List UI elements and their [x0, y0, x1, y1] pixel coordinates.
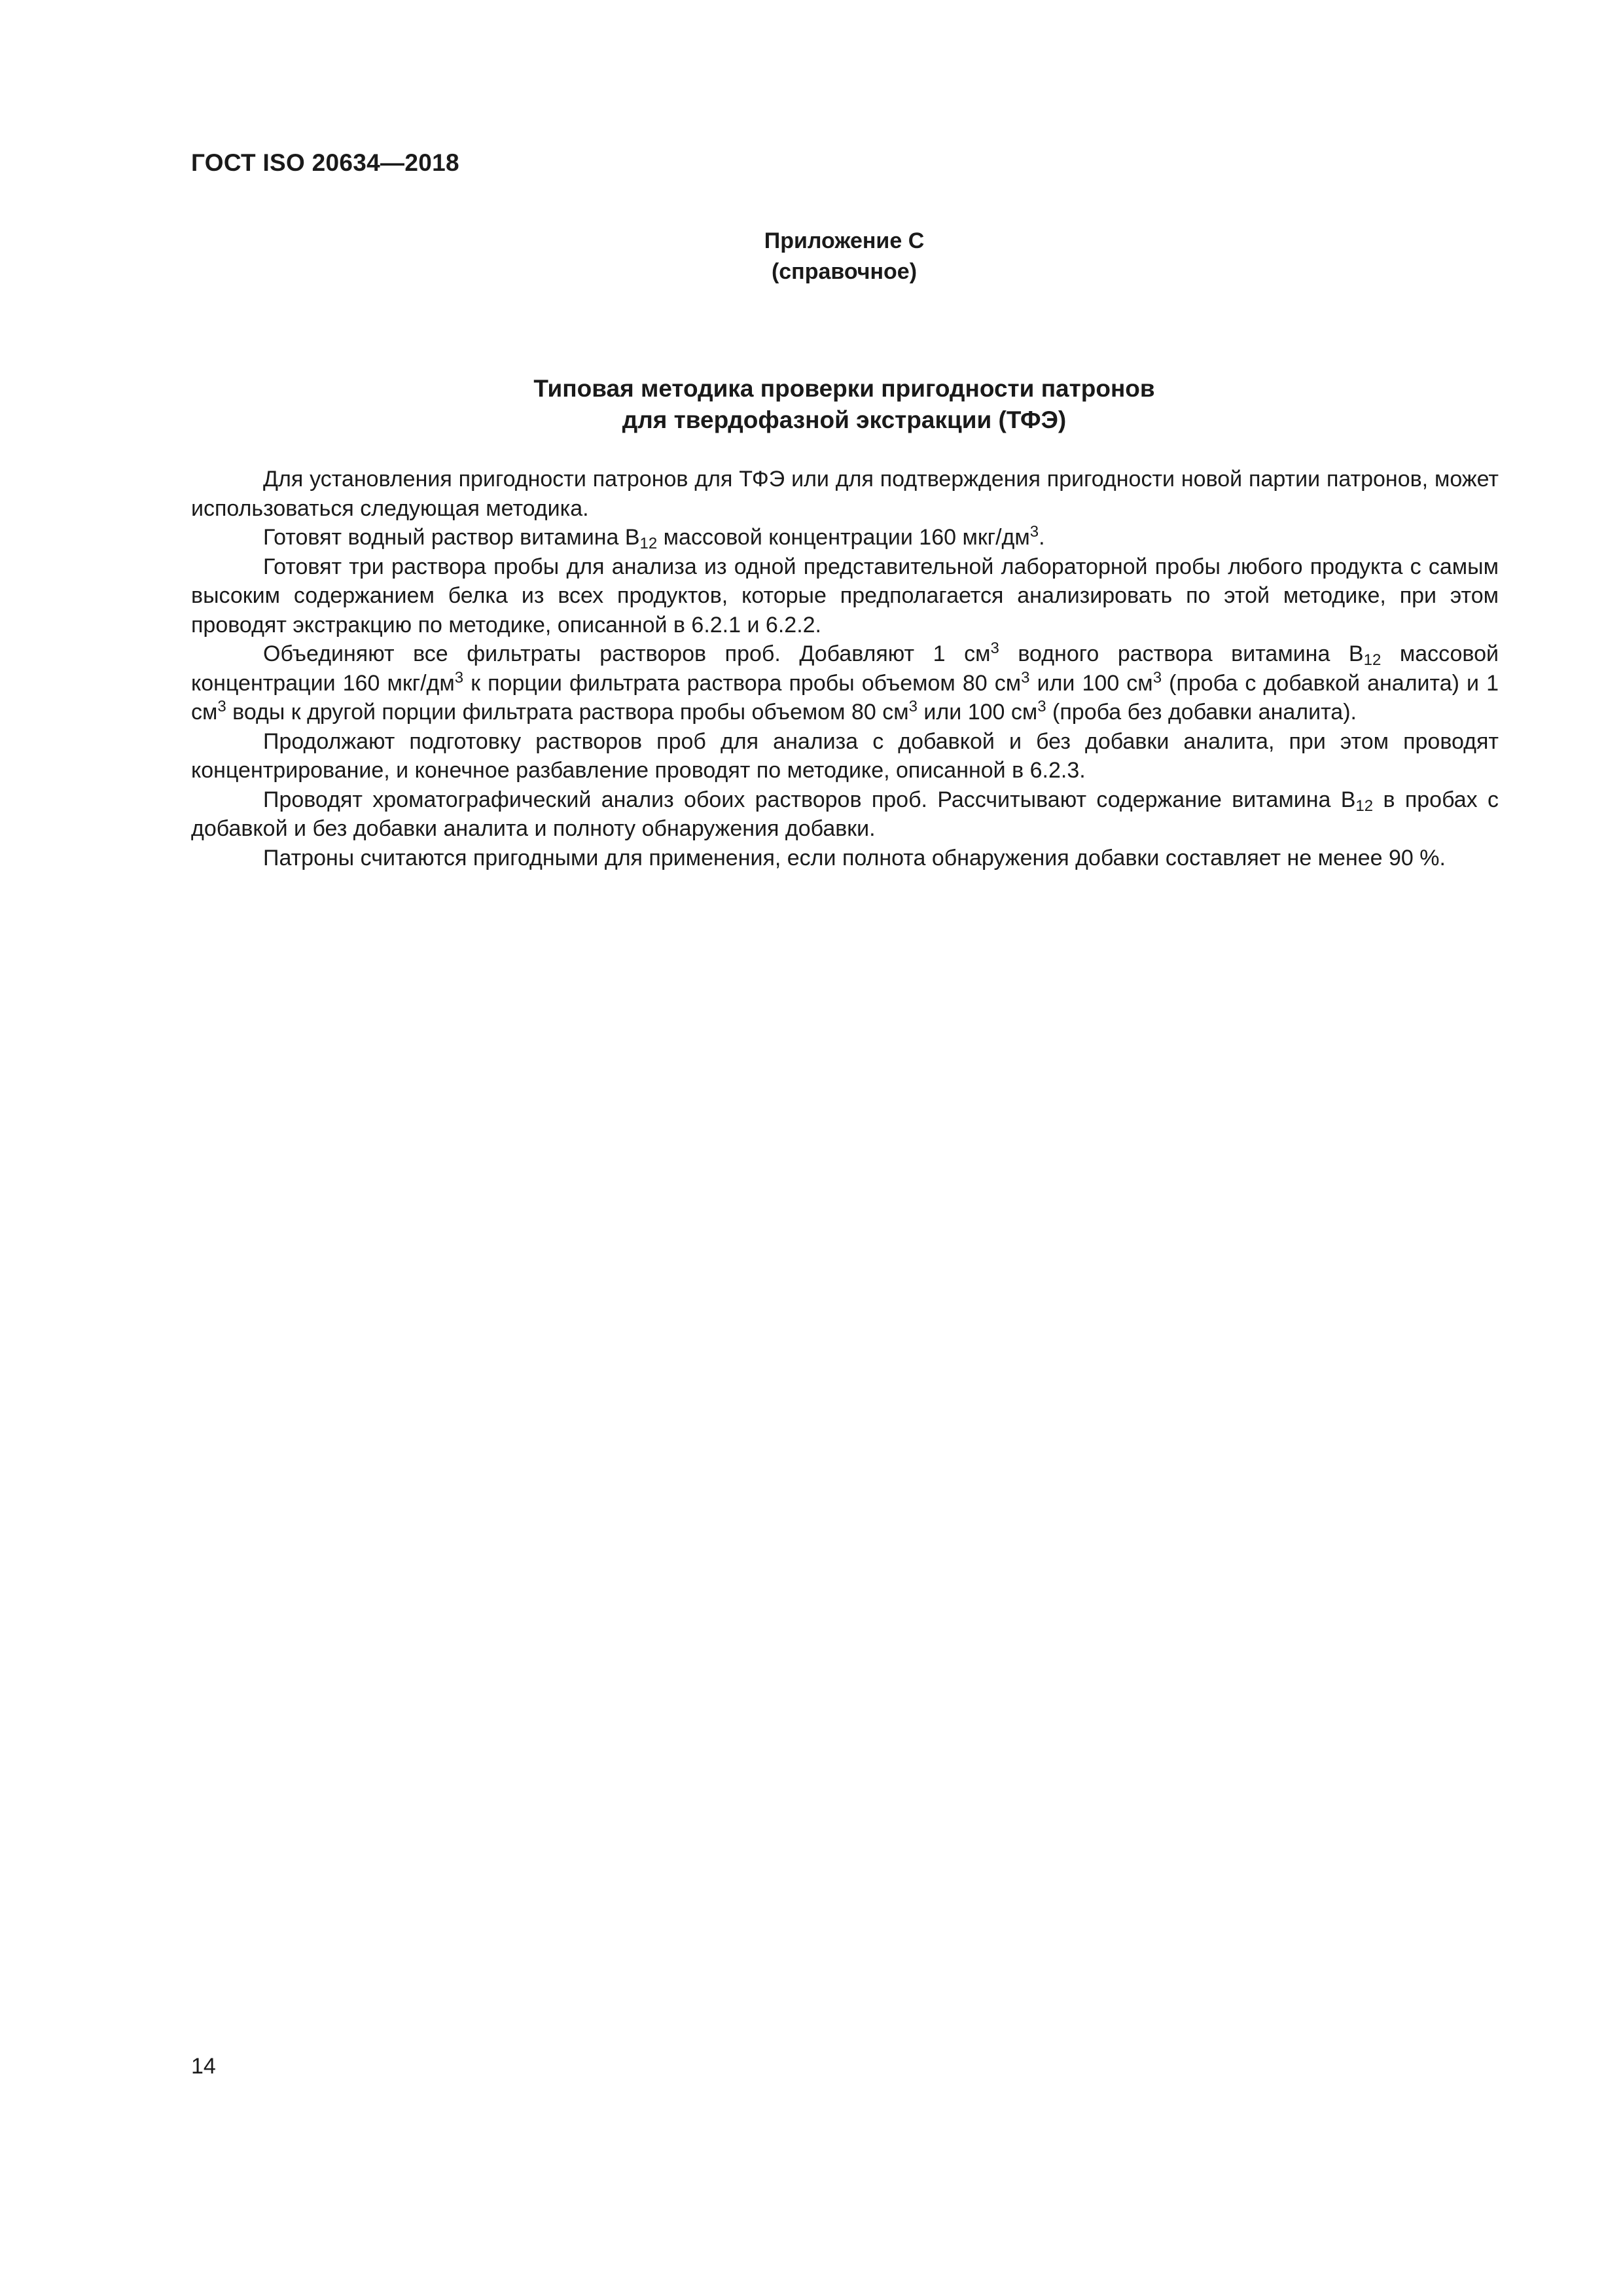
section-title [0, 373, 1623, 436]
text-run: к порции фильтрата раствора пробы объемом 80 см [463, 670, 1022, 696]
superscript: 3 [1021, 668, 1030, 687]
paragraph-2 [191, 523, 1499, 552]
superscript: 3 [1152, 668, 1162, 687]
paragraph-6 [191, 785, 1499, 844]
superscript: 3 [217, 698, 226, 715]
appendix-type: (справочное) [771, 259, 918, 284]
paragraph-7: Патроны считаются пригодными для применения, если полнота обнаружения добавки составляет не менее 90 %. [263, 845, 1446, 870]
text-run: (проба с добавкой аналита) и 1 см [191, 670, 1499, 725]
text-run: водного раствора витамина B [999, 641, 1364, 666]
text-run: . [1039, 525, 1045, 550]
appendix-label: Приложение С [764, 228, 925, 253]
superscript: 3 [1029, 523, 1039, 541]
text-run: воды к другой порции фильтрата раствора пробы объемом 80 см [226, 700, 909, 725]
text-run: (проба без добавки аналита). [1046, 700, 1357, 725]
text-run: массовой концентрации 160 мкг/дм [657, 525, 1030, 550]
text-run: Объединяют все фильтраты растворов проб. Добавляют 1 см [263, 641, 991, 666]
text-run: или 100 см [917, 700, 1038, 725]
text-run: Проводят хроматографический анализ обоих растворов проб. Рассчитывают содержание витамина B [263, 787, 1356, 812]
superscript: 3 [1037, 698, 1046, 715]
text-run: или 100 см [1029, 670, 1153, 696]
text-run: Готовят водный раствор витамина B [263, 525, 640, 550]
paragraph-4 [191, 639, 1499, 727]
subscript: 12 [639, 535, 658, 552]
superscript: 3 [990, 639, 999, 657]
appendix-heading [0, 226, 1623, 287]
text-run: в пробах с добавкой и без добавки аналита и полноту обнаружения добавки. [191, 787, 1499, 841]
paragraph-5: Продолжают подготовку растворов проб для анализа с добавкой и без добавки аналита, при этом проводят концентрирование, и конечное разбавление проводят по методике, описанной в 6.2.3. [191, 728, 1499, 783]
subscript: 12 [1363, 651, 1382, 669]
body-text [191, 465, 1499, 872]
paragraph-3: Готовят три раствора пробы для анализа из одной представительной лабораторной пробы любого продукта с самым высоким содержанием белка из всех продуктов, которые предполагается анализировать по этой методике, при этом проводят экстракцию по методике, описанной в 6.2.1 и 6.2.2. [191, 554, 1499, 637]
section-title-line-1: Типовая методика проверки пригодности патронов [533, 375, 1155, 402]
text-run: массовой концентрации 160 мкг/дм [191, 641, 1499, 696]
section-title-line-2: для твердофазной экстракции (ТФЭ) [622, 406, 1067, 433]
page-number: 14 [191, 2054, 216, 2079]
superscript: 3 [454, 668, 464, 687]
subscript: 12 [1355, 797, 1374, 815]
document-code-header: ГОСТ ISO 20634—2018 [191, 149, 459, 176]
superscript: 3 [908, 698, 918, 715]
paragraph-1: Для установления пригодности патронов для ТФЭ или для подтверждения пригодности новой партии патронов, может использоваться следующая методика. [191, 467, 1499, 521]
